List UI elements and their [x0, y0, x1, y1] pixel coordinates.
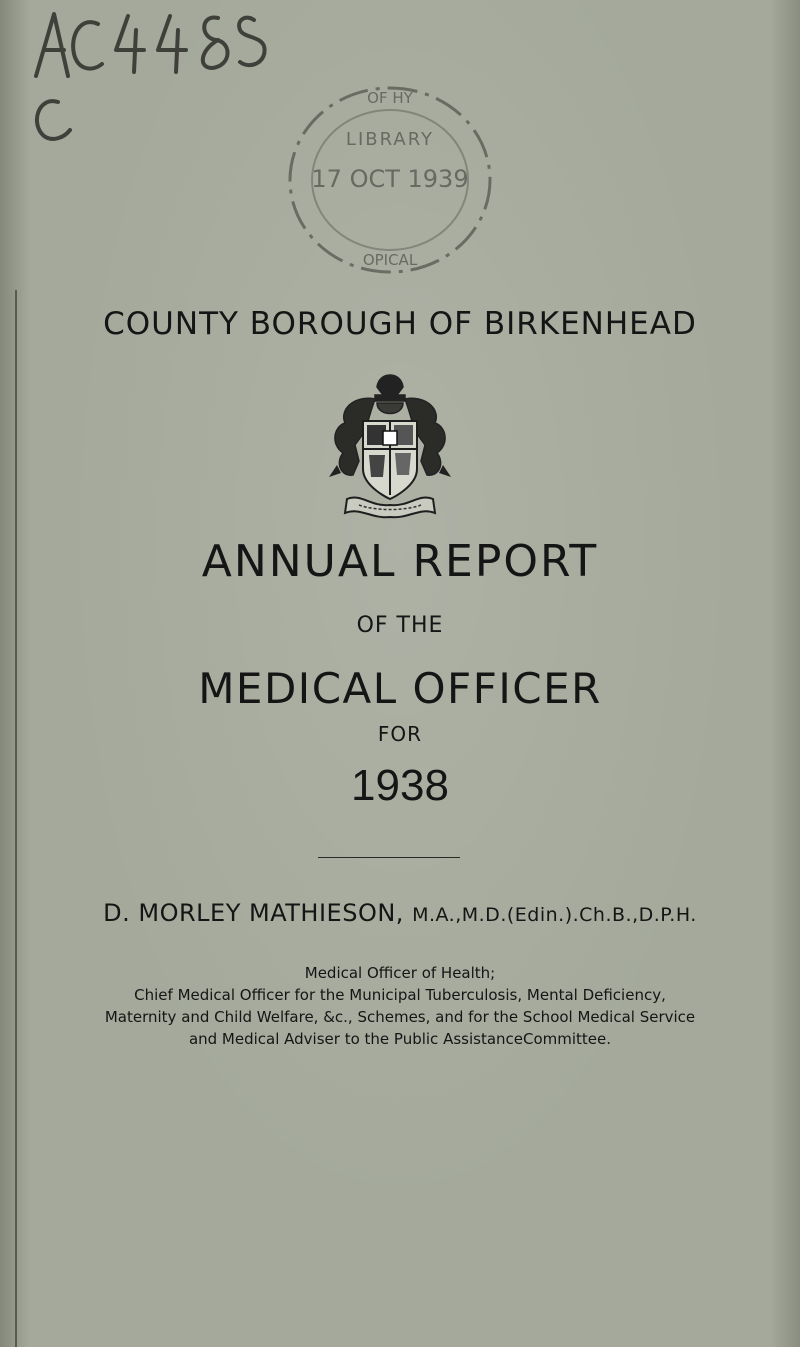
- author-name: D. MORLEY MATHIESON,: [103, 899, 404, 927]
- description-line: Medical Officer of Health;: [304, 964, 496, 982]
- svg-text:OF HY: OF HY: [367, 89, 413, 107]
- county-title: COUNTY BOROUGH OF BIRKENHEAD: [103, 306, 697, 342]
- binding-edge: [15, 290, 17, 1347]
- description-line: Maternity and Child Welfare, &c., Schemes, and for the School Medical Service: [104, 1008, 696, 1026]
- svg-text:OPICAL: OPICAL: [362, 251, 418, 269]
- handwritten-shelf-mark: [28, 6, 308, 146]
- divider: [318, 857, 460, 858]
- coat-of-arms-icon: [325, 365, 455, 525]
- author-qualifications: M.A.,M.D.(Edin.).Ch.B.,D.P.H.: [412, 904, 697, 926]
- svg-text:17 OCT 1939: 17 OCT 1939: [311, 165, 469, 193]
- of-the-label: OF THE: [356, 613, 444, 638]
- description-line: Chief Medical Officer for the Municipal Tuberculosis, Mental Deficiency,: [134, 986, 666, 1004]
- office-title: MEDICAL OFFICER: [198, 664, 602, 713]
- author-line: [0, 899, 800, 927]
- for-label: FOR: [377, 722, 423, 746]
- description-line: and Medical Adviser to the Public AssistanceCommittee.: [188, 1030, 612, 1048]
- svg-text:LIBRARY: LIBRARY: [345, 129, 435, 150]
- report-title: ANNUAL REPORT: [201, 536, 599, 587]
- library-date-stamp: [275, 75, 505, 285]
- report-year: 1938: [351, 761, 449, 810]
